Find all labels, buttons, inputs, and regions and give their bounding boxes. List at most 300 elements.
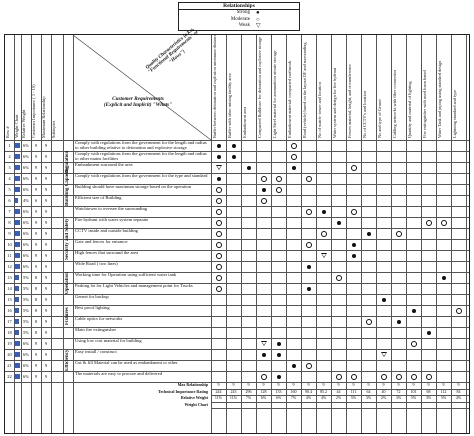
moderate-relationship-icon xyxy=(351,165,357,171)
moderate-relationship-icon xyxy=(216,275,222,281)
row-number: 2 xyxy=(8,154,11,159)
moderate-relationship-icon xyxy=(366,319,372,325)
footer-value: 6% xyxy=(260,395,267,400)
relative-weight: 6% xyxy=(23,374,29,379)
grid-vertical-line xyxy=(226,35,227,433)
row-number: 21 xyxy=(7,363,12,368)
quality-column-header-9: Fences material, height, and circumference xyxy=(347,64,352,138)
footer-value: 4% xyxy=(320,395,327,400)
customer-importance: 9 xyxy=(34,231,38,236)
footer-value: 296 xyxy=(245,388,252,394)
strong-icon: ● xyxy=(256,10,260,16)
customer-importance: 9 xyxy=(34,374,38,379)
customer-importance: 9 xyxy=(34,143,38,148)
relative-weight: 6% xyxy=(23,187,29,192)
quality-column-header-11: No and type of Genset xyxy=(377,99,382,138)
weight-chart-bar xyxy=(15,286,19,291)
moderate-relationship-icon xyxy=(216,198,222,204)
maximum-relationship: 9 xyxy=(44,352,48,357)
footer-value: 9 xyxy=(382,382,385,387)
row-number: 9 xyxy=(8,231,11,236)
customer-requirement: Fire hydrant with water system separate xyxy=(75,216,149,222)
footer-value: 44 xyxy=(336,388,341,394)
weight-chart-bar xyxy=(15,198,18,203)
moderate-relationship-icon xyxy=(441,220,447,226)
footer-value: 40 xyxy=(381,388,386,394)
footer-value: 4% xyxy=(455,395,462,400)
strong-relationship-icon xyxy=(292,166,296,170)
weight-chart-bar xyxy=(15,242,20,247)
customer-requirement: Best proof lighting xyxy=(75,304,110,310)
footer-label: Technical Importance Rating xyxy=(158,388,208,394)
customer-importance: 8 xyxy=(34,297,38,302)
relative-weight: 6% xyxy=(23,154,29,159)
footer-value: 244 xyxy=(215,388,222,394)
footer-value: 128 xyxy=(260,388,267,394)
moderate-relationship-icon xyxy=(306,363,312,369)
footer-value: 9 xyxy=(412,382,415,387)
left-header-1: Weight Chart xyxy=(14,114,19,138)
footer-value: 9 xyxy=(262,382,265,387)
quality-column-header-8: Water system and design for fire hydrant xyxy=(332,67,337,138)
footer-value: 6% xyxy=(275,395,282,400)
footer-value: 9 xyxy=(442,382,445,387)
weak-relationship-icon xyxy=(216,165,222,170)
grid-vertical-line xyxy=(316,35,317,433)
strong-relationship-icon xyxy=(262,188,266,192)
strong-relationship-icon xyxy=(232,155,236,159)
strong-relationship-icon xyxy=(232,144,236,148)
row-number: 1 xyxy=(8,143,11,148)
maximum-relationship: 9 xyxy=(44,297,48,302)
row-number: 8 xyxy=(8,220,11,225)
customer-importance: 8 xyxy=(34,308,38,313)
strong-relationship-icon xyxy=(352,243,356,247)
legend-title: Relationships xyxy=(179,3,299,10)
relationships-legend xyxy=(178,2,300,31)
weak-relationship-icon xyxy=(321,253,327,258)
grid-vertical-line xyxy=(436,35,437,433)
relative-weight: 6% xyxy=(23,209,29,214)
relative-weight: 6% xyxy=(23,165,29,170)
quality-column-header-12: Cabling networks with fiber connection xyxy=(392,69,397,138)
footer-value: 9 xyxy=(397,382,400,387)
row-number: 12 xyxy=(7,264,12,269)
strong-relationship-icon xyxy=(382,298,386,302)
weight-chart-bar xyxy=(15,297,19,302)
row-number: 19 xyxy=(7,341,12,346)
moderate-relationship-icon xyxy=(276,176,282,182)
customer-requirement: Genset for backup xyxy=(75,293,109,299)
maximum-relationship: 9 xyxy=(44,286,48,291)
strong-relationship-icon xyxy=(247,166,251,170)
customer-requirement: Watchtower to oversee the surrounding xyxy=(75,205,148,211)
relative-weight: 6% xyxy=(23,220,29,225)
maximum-relationship: 9 xyxy=(44,319,48,324)
relative-weight: 4% xyxy=(23,198,29,203)
customer-requirement: Efficient size of Building xyxy=(75,194,122,200)
footer-value: 2% xyxy=(380,395,387,400)
customer-importance: 8 xyxy=(34,275,38,280)
grid-vertical-line xyxy=(241,35,242,433)
weight-chart-bar xyxy=(15,275,19,280)
strong-relationship-icon xyxy=(397,320,401,324)
weight-chart-bar xyxy=(15,143,20,148)
customer-importance: 9 xyxy=(34,176,38,181)
strong-relationship-icon xyxy=(352,254,356,258)
footer-value: 112 xyxy=(440,388,447,394)
moderate-relationship-icon xyxy=(321,231,327,237)
maximum-relationship: 9 xyxy=(44,165,48,170)
moderate-relationship-icon xyxy=(216,209,222,215)
relative-weight: 6% xyxy=(23,363,29,368)
row-number: 16 xyxy=(7,308,12,313)
moderate-relationship-icon xyxy=(261,374,267,380)
quality-column-header-3: Compacted Bulldozer for detonation and explosive storage xyxy=(257,36,262,138)
relative-weight: 5% xyxy=(23,286,29,291)
relative-weight: 6% xyxy=(23,264,29,269)
row-number: 14 xyxy=(7,286,12,291)
maximum-relationship: 9 xyxy=(44,275,48,280)
grid-vertical-line xyxy=(211,35,212,433)
customer-requirement: Parking lot for Light Vehicles and management point for Trucks xyxy=(75,282,193,288)
customer-requirement: Wide Road ( two lines) xyxy=(75,260,118,266)
grid-vertical-line xyxy=(376,35,377,433)
maximum-relationship: 9 xyxy=(44,220,48,225)
quality-column-header-1: Buffer with other mining facility area xyxy=(227,73,232,138)
legend-row-moderate: Moderate ○ xyxy=(179,17,299,24)
moderate-relationship-icon xyxy=(216,231,222,237)
strong-relationship-icon xyxy=(307,287,311,291)
grid-footer-line xyxy=(211,402,469,403)
customer-requirement: Easy install / construct xyxy=(75,348,117,354)
weight-chart-bar xyxy=(15,264,20,269)
customer-importance: 9 xyxy=(34,341,38,346)
customer-importance: 9 xyxy=(34,264,38,269)
footer-value: 9 xyxy=(247,382,250,387)
customer-requirement: Comply with regulations from the government for the type and standard xyxy=(75,172,208,178)
quality-column-header-4: Light Steel material for ammunition nitrate storage xyxy=(272,50,277,138)
strong-relationship-icon xyxy=(217,155,221,159)
weight-chart-bar xyxy=(15,165,20,170)
maximum-relationship: 9 xyxy=(44,253,48,258)
strong-relationship-icon xyxy=(262,353,266,357)
relative-weight: 5% xyxy=(23,330,29,335)
weight-chart-bar xyxy=(15,209,20,214)
footer-value: 101 xyxy=(410,388,417,394)
legend-row-strong: Strong ● xyxy=(179,10,299,17)
legend-row-weak: Weak ▽ xyxy=(179,23,299,30)
footer-value: 5% xyxy=(350,395,357,400)
quality-column-header-5: Embankment material: compacted earthwork xyxy=(287,60,292,138)
customer-requirement: Main fire extinguisher xyxy=(75,326,117,332)
quality-column-header-6: Road (vehicle) based on the layout DF and surrounding xyxy=(302,42,307,138)
weight-chart-bar xyxy=(15,176,20,181)
maximum-relationship: 9 xyxy=(44,176,48,181)
strong-relationship-icon xyxy=(442,276,446,280)
footer-value: 9 xyxy=(427,382,430,387)
category-label: Regulation xyxy=(65,150,70,174)
customer-importance: 8 xyxy=(34,330,38,335)
moderate-relationship-icon xyxy=(336,374,342,380)
moderate-relationship-icon xyxy=(306,209,312,215)
footer-value: 7% xyxy=(290,395,297,400)
maximum-relationship: 9 xyxy=(44,374,48,379)
row-number: 11 xyxy=(7,253,12,258)
customer-requirement: Using low cost material for building xyxy=(75,337,142,343)
weight-chart-bar xyxy=(15,319,19,324)
row-number: 7 xyxy=(8,209,11,214)
footer-value: 9 xyxy=(217,382,220,387)
quality-column-header-13: Quantity and material of lighting xyxy=(407,81,412,138)
quality-column-header-0: Buffer between detonation and explosion minimum distance xyxy=(212,34,217,138)
moderate-relationship-icon xyxy=(216,253,222,259)
category-label: Security and Safety xyxy=(65,218,70,260)
row-number: 17 xyxy=(7,319,12,324)
customer-requirement: High fences that surround the area xyxy=(75,249,139,255)
row-number: 5 xyxy=(8,187,11,192)
grid-vertical-line xyxy=(421,35,422,433)
footer-value: 72 xyxy=(396,388,401,394)
customer-requirement: Working time for Operation using sufficient water tank xyxy=(75,271,177,277)
customer-requirement: Gate and fences for entrance xyxy=(75,238,128,244)
left-header-4: Maximum Relationship xyxy=(41,96,46,138)
relative-weight: 6% xyxy=(23,242,29,247)
customer-importance: 6 xyxy=(34,198,38,203)
footer-value: 9 xyxy=(307,382,310,387)
relative-weight: 5% xyxy=(23,297,29,302)
moderate-relationship-icon xyxy=(216,187,222,193)
maximum-relationship: 9 xyxy=(44,198,48,203)
strong-relationship-icon xyxy=(217,177,221,181)
moderate-relationship-icon xyxy=(456,308,462,314)
footer-value: 9 xyxy=(367,382,370,387)
moderate-relationship-icon xyxy=(306,176,312,182)
strong-relationship-icon xyxy=(307,265,311,269)
maximum-relationship: 9 xyxy=(44,242,48,247)
maximum-relationship: 9 xyxy=(44,143,48,148)
moderate-relationship-icon xyxy=(216,286,222,292)
quality-column-header-10: No of CCTV's and location xyxy=(362,90,367,138)
customer-importance: 8 xyxy=(34,319,38,324)
category-label: Operation xyxy=(65,272,70,294)
relative-weight: 5% xyxy=(23,308,29,313)
moderate-relationship-icon xyxy=(336,275,342,281)
footer-value: 90.4 xyxy=(305,388,312,394)
customer-importance: 9 xyxy=(34,187,38,192)
header-diagonal-line xyxy=(73,35,211,140)
footer-value: 84 xyxy=(456,388,461,394)
moderate-relationship-icon xyxy=(261,198,267,204)
footer-value: 111 xyxy=(350,388,357,394)
grid-vertical-line xyxy=(73,35,74,433)
moderate-relationship-icon xyxy=(396,231,402,237)
relative-weight: 6% xyxy=(23,253,29,258)
moderate-relationship-icon xyxy=(216,242,222,248)
moderate-relationship-icon xyxy=(351,374,357,380)
left-header-2: Relative Weight xyxy=(21,109,26,138)
row-number: 6 xyxy=(8,198,11,203)
footer-value: 3% xyxy=(395,395,402,400)
quality-column-header-16: Lightning standard and type xyxy=(452,89,457,138)
grid-vertical-line xyxy=(271,35,272,433)
strong-relationship-icon xyxy=(412,309,416,313)
moderate-relationship-icon xyxy=(216,264,222,270)
footer-value: 11% xyxy=(214,395,223,400)
moderate-relationship-icon xyxy=(426,374,432,380)
customer-requirements-header: Customer Requirements (Explicit and Implicit) "Whats" xyxy=(103,96,173,108)
footer-value: 5% xyxy=(410,395,417,400)
customer-importance: 9 xyxy=(34,165,38,170)
strong-relationship-icon xyxy=(277,375,281,379)
moderate-icon: ○ xyxy=(256,16,260,23)
grid-vertical-line xyxy=(301,35,302,433)
quality-characteristics-header: Quality Characteristics (a.k.a. "Functional Requirements" or "Hows") xyxy=(145,27,201,76)
moderate-relationship-icon xyxy=(351,209,357,215)
footer-value: 68 xyxy=(426,388,431,394)
relative-weight: 6% xyxy=(23,143,29,148)
maximum-relationship: 9 xyxy=(44,330,48,335)
maximum-relationship: 9 xyxy=(44,209,48,214)
relative-weight: 6% xyxy=(23,176,29,181)
footer-value: 9 xyxy=(232,382,235,387)
footer-value: 4% xyxy=(305,395,312,400)
grid-vertical-line xyxy=(286,35,287,433)
strong-relationship-icon xyxy=(277,342,281,346)
weight-chart-bar xyxy=(15,352,20,357)
weight-chart-bar xyxy=(15,253,20,258)
customer-importance: 9 xyxy=(34,209,38,214)
moderate-relationship-icon xyxy=(381,374,387,380)
quality-column-header-14: Fire extinguisher with used foam based xyxy=(422,70,427,138)
footer-value: 160 xyxy=(290,388,297,394)
relative-weight: 6% xyxy=(23,352,29,357)
weight-chart-bar xyxy=(15,220,20,225)
customer-importance: 9 xyxy=(34,352,38,357)
weight-chart-bar xyxy=(15,341,20,346)
relative-weight: 5% xyxy=(23,319,29,324)
weight-chart-bar xyxy=(15,154,20,159)
moderate-relationship-icon xyxy=(276,187,282,193)
customer-importance: 9 xyxy=(34,253,38,258)
customer-requirement: Cut & fill Material can be used as embankment or other xyxy=(75,359,178,365)
grid-vertical-line xyxy=(331,35,332,433)
moderate-relationship-icon xyxy=(216,220,222,226)
footer-value: 9 xyxy=(277,382,280,387)
footer-value: 7% xyxy=(245,395,252,400)
footer-value: 9 xyxy=(292,382,295,387)
row-number: 22 xyxy=(7,374,12,379)
customer-requirement: The materials are easy to procure and delivered xyxy=(75,370,163,376)
footer-label: Max Relationship xyxy=(177,382,208,387)
strong-relationship-icon xyxy=(292,364,296,368)
maximum-relationship: 9 xyxy=(44,154,48,159)
footer-label: Relative Weight xyxy=(180,395,208,400)
relative-weight: 6% xyxy=(23,231,29,236)
quality-column-header-15: Water Tank and piping using standard design xyxy=(437,60,442,138)
customer-requirement: Comply with regulations from the government for the length and radius to other building relative to detonation and explosive storage xyxy=(75,139,207,150)
maximum-relationship: 9 xyxy=(44,363,48,368)
footer-value: 9 xyxy=(337,382,340,387)
weak-relationship-icon xyxy=(261,341,267,346)
moderate-relationship-icon xyxy=(261,176,267,182)
weight-chart-bar xyxy=(15,187,20,192)
grid-vertical-line xyxy=(391,35,392,433)
maximum-relationship: 9 xyxy=(44,341,48,346)
footer-value: 85.2 xyxy=(320,388,327,394)
grid-vertical-line xyxy=(51,35,52,433)
weight-chart-bar xyxy=(15,308,19,313)
customer-importance: 9 xyxy=(34,242,38,247)
weak-icon: ▽ xyxy=(256,23,261,29)
customer-requirement: CCTV inside and outside building xyxy=(75,227,138,233)
weight-chart-bar xyxy=(15,374,20,379)
footer-value: 9 xyxy=(457,382,460,387)
maximum-relationship: 9 xyxy=(44,308,48,313)
row-number: 4 xyxy=(8,176,11,181)
row-number: 10 xyxy=(7,242,12,247)
quality-column-header-7: No of watch- tower and location xyxy=(317,82,322,138)
relative-weight: 6% xyxy=(23,341,29,346)
footer-value: 3% xyxy=(365,395,372,400)
strong-relationship-icon xyxy=(217,144,221,148)
category-label: Fixtures xyxy=(65,307,70,325)
footer-value: 64 xyxy=(366,388,371,394)
footer-value: 3% xyxy=(425,395,432,400)
grid-vertical-line xyxy=(346,35,347,433)
strong-relationship-icon xyxy=(277,353,281,357)
customer-importance: 8 xyxy=(34,286,38,291)
row-number: 13 xyxy=(7,275,12,280)
category-label: Efficiency xyxy=(65,349,70,371)
row-number: 20 xyxy=(7,352,12,357)
grid-vertical-line xyxy=(256,35,257,433)
maximum-relationship: 9 xyxy=(44,187,48,192)
relative-weight: 5% xyxy=(23,275,29,280)
qfd-matrix xyxy=(4,27,470,434)
moderate-relationship-icon xyxy=(396,374,402,380)
strong-relationship-icon xyxy=(322,210,326,214)
strong-relationship-icon xyxy=(337,221,341,225)
grid-vertical-line xyxy=(466,35,467,433)
customer-requirement: Building should have maximum storage based on the operation xyxy=(75,183,192,189)
maximum-relationship: 9 xyxy=(44,231,48,236)
maximum-relationship: 9 xyxy=(44,264,48,269)
footer-label: Weight Chart xyxy=(184,401,208,407)
left-header-3: Customer Importance ( 1 - 10) xyxy=(31,84,36,138)
strong-relationship-icon xyxy=(427,331,431,335)
weight-chart-bar xyxy=(15,363,20,368)
weight-chart-bar xyxy=(15,330,19,335)
customer-importance: 9 xyxy=(34,154,38,159)
moderate-relationship-icon xyxy=(411,341,417,347)
moderate-relationship-icon xyxy=(291,143,297,149)
grid-vertical-line xyxy=(451,35,452,433)
grid-vertical-line xyxy=(406,35,407,433)
weak-relationship-icon xyxy=(381,352,387,357)
moderate-relationship-icon xyxy=(306,242,312,248)
footer-value: 11% xyxy=(229,395,238,400)
strong-relationship-icon xyxy=(367,232,371,236)
moderate-relationship-icon xyxy=(291,154,297,160)
customer-requirement: Embankment surround the area xyxy=(75,161,133,167)
row-number: 3 xyxy=(8,165,11,170)
footer-value: 5% xyxy=(440,395,447,400)
grid-vertical-line xyxy=(361,35,362,433)
moderate-relationship-icon xyxy=(411,374,417,380)
left-header-5: Subtopics xyxy=(51,120,56,138)
customer-importance: 9 xyxy=(34,363,38,368)
